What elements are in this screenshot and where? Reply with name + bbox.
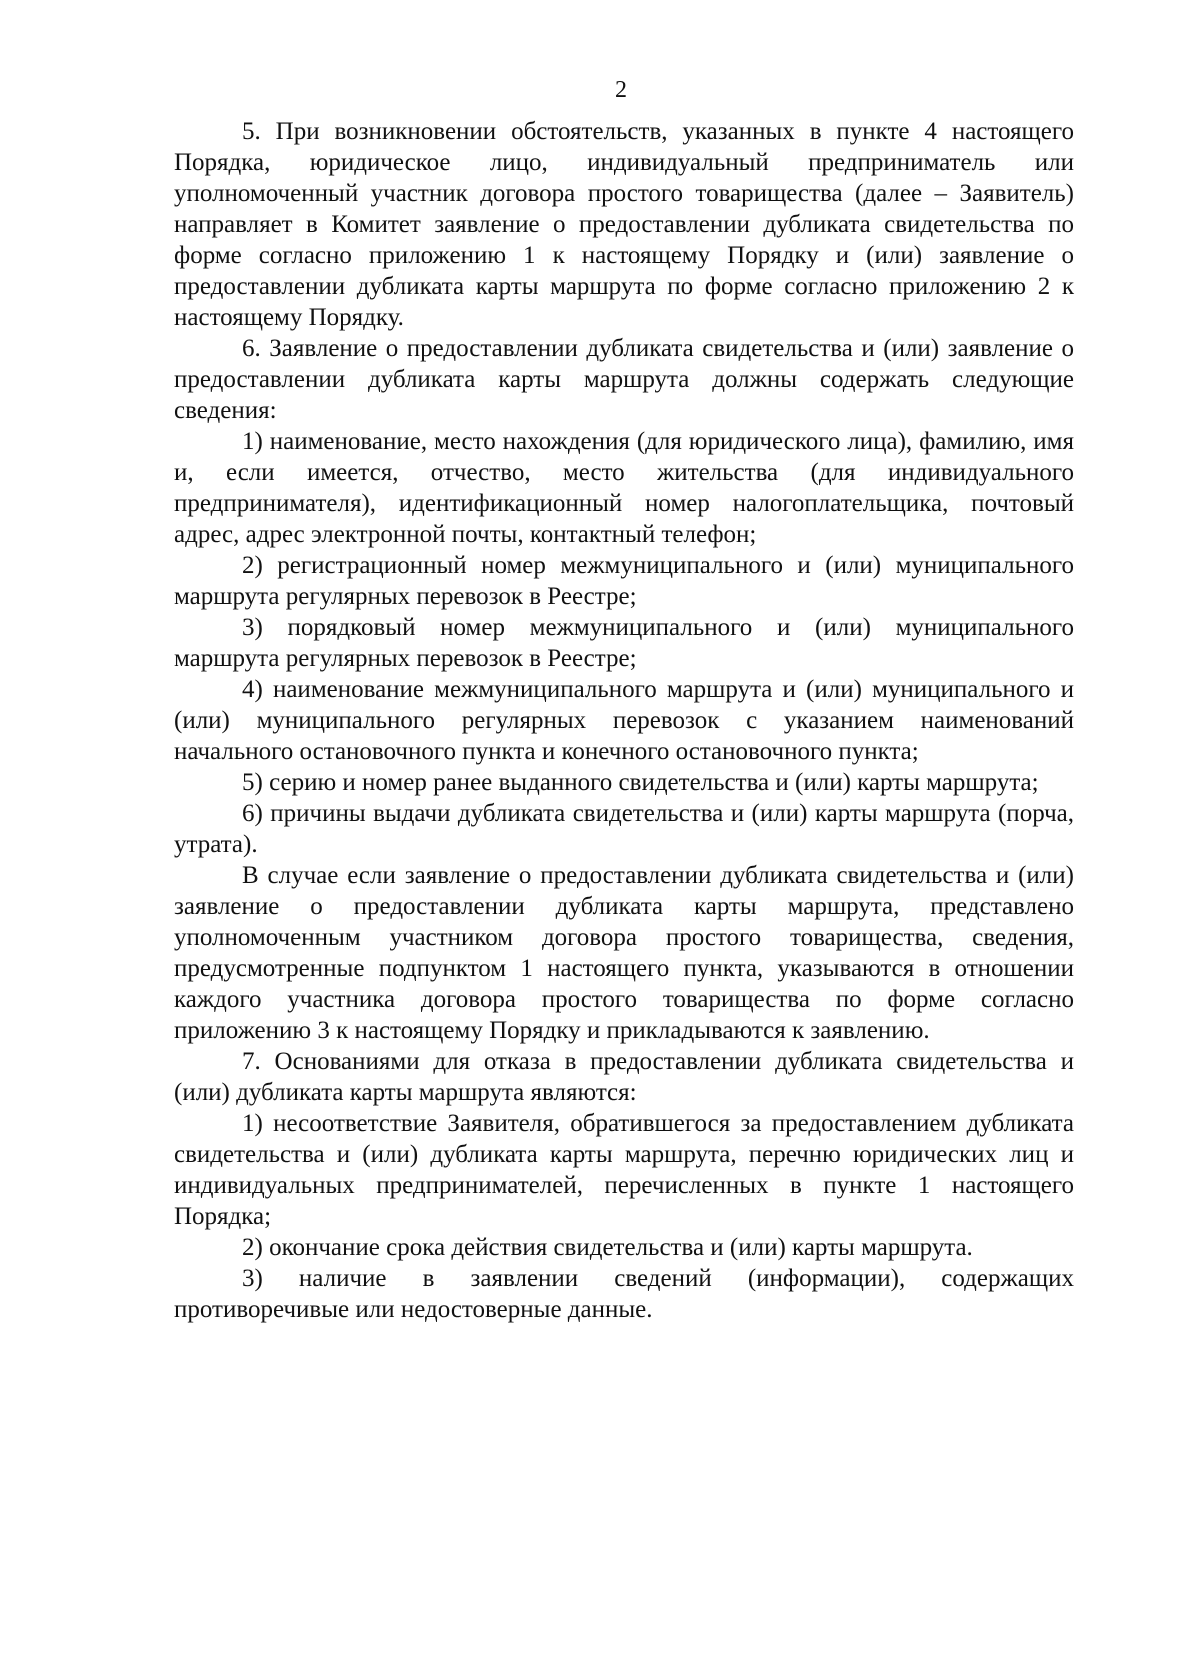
subitem-6-4: 4) наименование межмуниципального маршрута и (или) муниципального и (или) муниципального регулярных перевозок с указанием наименований начального остановочного пункта и конечного остановочного пункта; bbox=[174, 676, 1074, 765]
paragraph-item-6: 6. Заявление о предоставлении дубликата свидетельства и (или) заявление о предоставлении дубликата карты маршрута должны содержать следующие сведения: bbox=[174, 335, 1074, 424]
subitem-7-3: 3) наличие в заявлении сведений (информации), содержащих противоречивые или недостоверные данные. bbox=[174, 1265, 1074, 1323]
page-number: 2 bbox=[615, 77, 627, 103]
document-body bbox=[174, 116, 1074, 1325]
subitem-6-6: 6) причины выдачи дубликата свидетельства и (или) карты маршрута (порча, утрата). bbox=[174, 800, 1074, 858]
subitem-6-1: 1) наименование, место нахождения (для юридического лица), фамилию, имя и, если имеется, отчество, место жительства (для индивидуального предпринимателя), идентификационный номер налогоплательщика, почтовый адрес, адрес электронной почты, контактный телефон; bbox=[174, 428, 1074, 548]
subitem-7-2: 2) окончание срока действия свидетельства и (или) карты маршрута. bbox=[242, 1234, 973, 1261]
subitem-6-3: 3) порядковый номер межмуниципального и (или) муниципального маршрута регулярных перевозок в Реестре; bbox=[174, 614, 1074, 672]
paragraph-item-5: 5. При возникновении обстоятельств, указанных в пункте 4 настоящего Порядка, юридическое лицо, индивидуальный предприниматель или уполномоченный участник договора простого товарищества (далее – Заявитель) направляет в Комитет заявление о предоставлении дубликата свидетельства по форме согласно приложению 1 к настоящему Порядку и (или) заявление о предоставлении дубликата карты маршрута по форме согласно приложению 2 к настоящему Порядку. bbox=[174, 118, 1074, 331]
paragraph-joint-venture-note: В случае если заявление о предоставлении дубликата свидетельства и (или) заявление о предоставлении дубликата карты маршрута, представлено уполномоченным участником договора простого товарищества, сведения, предусмотренные подпунктом 1 настоящего пункта, указываются в отношении каждого участника договора простого товарищества по форме согласно приложению 3 к настоящему Порядку и прикладываются к заявлению. bbox=[174, 862, 1074, 1044]
subitem-6-5: 5) серию и номер ранее выданного свидетельства и (или) карты маршрута; bbox=[242, 769, 1039, 796]
subitem-6-2: 2) регистрационный номер межмуниципального и (или) муниципального маршрута регулярных перевозок в Реестре; bbox=[174, 552, 1074, 610]
paragraph-item-7: 7. Основаниями для отказа в предоставлении дубликата свидетельства и (или) дубликата карты маршрута являются: bbox=[174, 1048, 1074, 1106]
subitem-7-1: 1) несоответствие Заявителя, обратившегося за предоставлением дубликата свидетельства и (или) дубликата карты маршрута, перечню юридических лиц и индивидуальных предпринимателей, перечисленных в пункте 1 настоящего Порядка; bbox=[174, 1110, 1074, 1230]
